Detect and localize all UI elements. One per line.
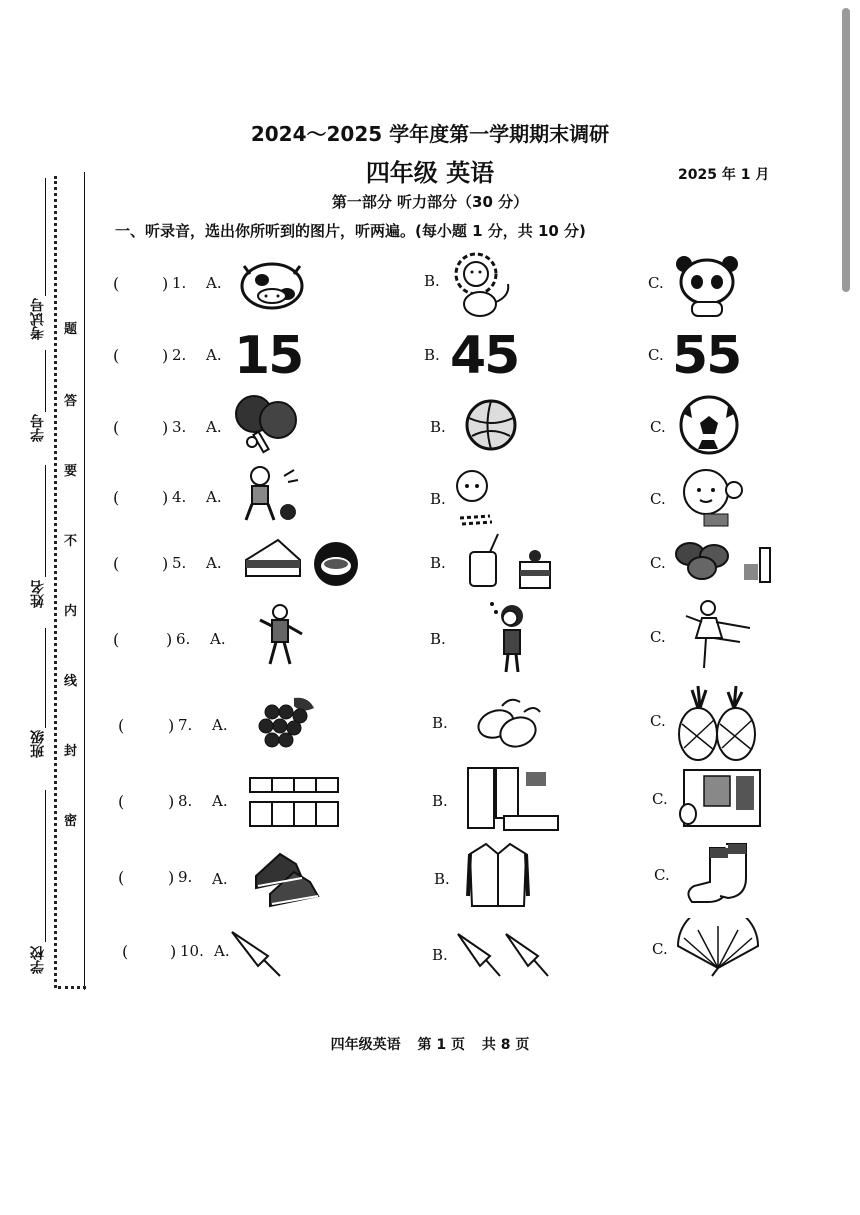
boy-playing-icon <box>232 462 302 526</box>
option-b-label: B. <box>424 272 440 290</box>
field-exam-number: 考试号 <box>30 298 46 340</box>
answer-paren-open[interactable]: ( <box>113 630 120 649</box>
option-c-label: C. <box>650 490 666 508</box>
answer-paren-open[interactable]: ( <box>113 274 120 293</box>
binding-dotted-line <box>54 176 57 988</box>
option-b-label: B. <box>434 870 450 888</box>
option-a-label: A. <box>206 488 222 506</box>
footer-total: 共 8 页 <box>481 1037 530 1053</box>
option-a-label: A. <box>212 870 228 888</box>
option-c-label: C. <box>650 628 666 646</box>
question-number: 10. <box>180 942 204 960</box>
option-c-label: C. <box>652 940 668 958</box>
field-school: 学校 <box>30 946 46 974</box>
exam-date: 2025 年 1 月 <box>678 167 770 183</box>
option-c-label: C. <box>650 554 666 572</box>
question-number: 1. <box>172 274 187 292</box>
girl-face-icon <box>674 462 744 528</box>
answer-paren-open[interactable]: ( <box>113 418 120 437</box>
answer-paren-open[interactable]: ( <box>113 346 120 365</box>
page-footer <box>0 1034 860 1054</box>
binding-solid-line <box>84 172 85 990</box>
seal-char: 不 <box>64 534 78 549</box>
field-line-exam-number <box>45 178 46 296</box>
option-b-label: B. <box>432 792 448 810</box>
answer-paren-open[interactable]: ( <box>113 554 120 573</box>
sandwich-and-tea-icon <box>242 536 366 590</box>
answer-paren-open[interactable]: ( <box>113 488 120 507</box>
seal-char: 密 <box>64 814 78 829</box>
option-a-label: A. <box>206 554 222 572</box>
football-icon <box>678 394 740 456</box>
option-a-label: A. <box>210 630 226 648</box>
field-name: 姓名 <box>30 580 46 608</box>
answer-paren-open[interactable]: ( <box>122 942 129 961</box>
part-heading: 第一部分 听力部分（30 分） <box>331 193 529 211</box>
answer-paren-close: ) <box>162 554 169 573</box>
option-a-label: A. <box>212 792 228 810</box>
option-b-label: B. <box>432 946 448 964</box>
seal-char: 答 <box>64 394 78 409</box>
option-a-label: A. <box>206 346 222 364</box>
footer-book: 四年级英语 <box>330 1037 401 1053</box>
bedroom-icon <box>464 764 560 834</box>
binding-bottom-dots <box>58 986 86 989</box>
seal-char: 内 <box>64 604 78 619</box>
answer-paren-open[interactable]: ( <box>118 868 125 887</box>
girl-singing-icon <box>486 600 536 676</box>
option-a-label: A. <box>206 418 222 436</box>
answer-paren-open[interactable]: ( <box>118 792 125 811</box>
option-b-label: B. <box>432 714 448 732</box>
baby-icon <box>452 466 498 528</box>
question-number: 3. <box>172 418 187 436</box>
kitchen-icon <box>246 772 342 830</box>
ping-pong-icon <box>232 392 302 454</box>
answer-paren-close: ) <box>170 942 177 961</box>
footer-page: 第 1 页 <box>417 1037 465 1053</box>
exam-title: 2024～2025 学年度第一学期期末调研 <box>250 122 610 146</box>
field-class: 班级 <box>30 730 46 758</box>
bread-and-milk-icon <box>674 538 776 586</box>
number-option-a: 15 <box>234 326 303 386</box>
option-a-label: A. <box>212 716 228 734</box>
section-instruction: 一、听录音，选出你所听到的图片，听两遍。(每小题 1 分，共 10 分) <box>115 222 586 240</box>
option-b-label: B. <box>430 418 446 436</box>
lion-icon <box>448 250 518 320</box>
option-c-label: C. <box>650 712 666 730</box>
question-number: 6. <box>176 630 191 648</box>
panda-icon <box>674 254 740 320</box>
option-b-label: B. <box>430 630 446 648</box>
exam-subtitle: 四年级 英语 <box>365 159 495 187</box>
option-c-label: C. <box>650 418 666 436</box>
option-c-label: C. <box>654 866 670 884</box>
answer-paren-close: ) <box>162 418 169 437</box>
answer-paren-close: ) <box>162 274 169 293</box>
answer-paren-close: ) <box>168 716 175 735</box>
jacket-icon <box>466 840 530 912</box>
grapes-icon <box>254 694 320 752</box>
field-line-school <box>45 790 46 942</box>
option-b-label: B. <box>430 554 446 572</box>
field-line-class <box>45 628 46 728</box>
cow-icon <box>232 254 310 312</box>
field-line-student-number <box>45 350 46 412</box>
question-number: 7. <box>178 716 193 734</box>
boy-dancing-icon <box>256 602 306 672</box>
option-c-label: C. <box>652 790 668 808</box>
bathroom-icon <box>674 766 764 830</box>
option-b-label: B. <box>424 346 440 364</box>
number-option-c: 55 <box>672 326 741 386</box>
seal-char: 线 <box>64 674 78 689</box>
answer-paren-open[interactable]: ( <box>118 716 125 735</box>
option-c-label: C. <box>648 346 664 364</box>
sneakers-icon <box>252 842 324 912</box>
option-c-label: C. <box>648 274 664 292</box>
scrollbar[interactable] <box>842 8 850 292</box>
girl-ballet-icon <box>680 598 754 672</box>
field-student-number: 学号 <box>30 414 46 442</box>
answer-paren-close: ) <box>168 868 175 887</box>
answer-paren-close: ) <box>168 792 175 811</box>
pineapples-icon <box>676 680 760 762</box>
seal-char: 封 <box>64 744 78 759</box>
seal-char: 题 <box>64 322 78 337</box>
field-line-name <box>45 465 46 577</box>
option-a-label: A. <box>214 942 230 960</box>
basketball-icon <box>464 398 518 452</box>
question-number: 5. <box>172 554 187 572</box>
question-number: 8. <box>178 792 193 810</box>
two-umbrellas-icon <box>454 930 554 980</box>
seal-char: 要 <box>64 464 78 479</box>
number-option-b: 45 <box>450 326 519 386</box>
answer-paren-close: ) <box>166 630 173 649</box>
question-number: 9. <box>178 868 193 886</box>
juice-and-cake-icon <box>466 532 558 596</box>
socks-icon <box>680 842 756 910</box>
option-a-label: A. <box>206 274 222 292</box>
mangoes-icon <box>474 694 546 752</box>
fan-icon <box>670 918 766 980</box>
answer-paren-close: ) <box>162 346 169 365</box>
umbrella-icon <box>228 926 286 980</box>
question-number: 4. <box>172 488 187 506</box>
question-number: 2. <box>172 346 187 364</box>
option-b-label: B. <box>430 490 446 508</box>
answer-paren-close: ) <box>162 488 169 507</box>
